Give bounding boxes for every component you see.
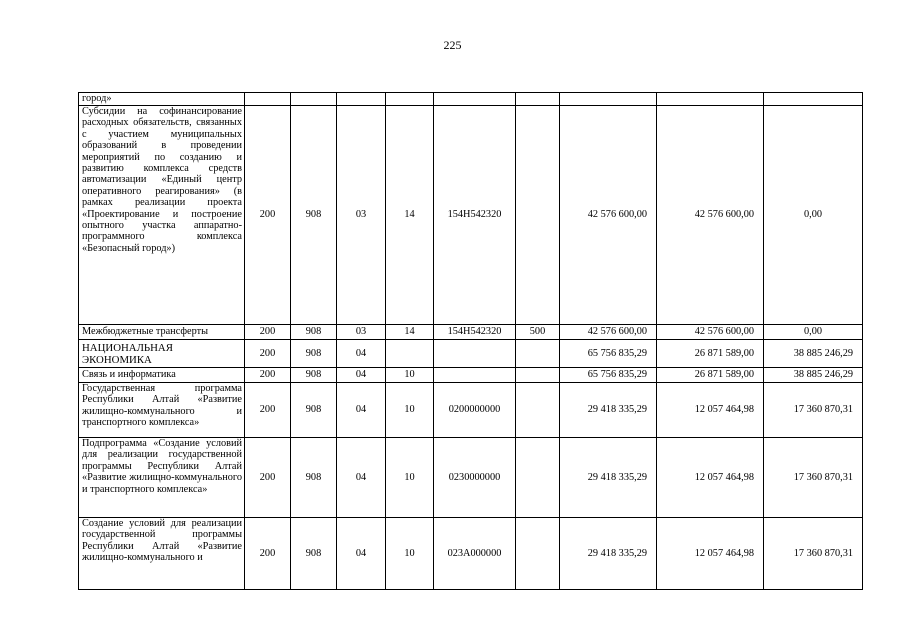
- cell-sum3: 17 360 870,31: [764, 518, 863, 590]
- cell-sum1: 29 418 335,29: [560, 383, 657, 438]
- cell-c6: [516, 518, 560, 590]
- cell-c6: [516, 383, 560, 438]
- cell-c6: [516, 106, 560, 325]
- cell-c3: [337, 93, 386, 106]
- row-name: Государственная программа Республики Алтай «Развитие жилищно-коммунального и транспортного комплекса»: [79, 383, 245, 438]
- cell-c6: [516, 438, 560, 518]
- cell-c3: 04: [337, 368, 386, 383]
- cell-c5: [434, 368, 516, 383]
- cell-sum2: 42 576 600,00: [657, 325, 764, 340]
- cell-c6: [516, 93, 560, 106]
- cell-c4: 10: [386, 518, 434, 590]
- cell-sum1: 29 418 335,29: [560, 438, 657, 518]
- cell-c5: [434, 93, 516, 106]
- cell-c4: [386, 340, 434, 368]
- cell-c3: 04: [337, 518, 386, 590]
- cell-c5: 154H542320: [434, 106, 516, 325]
- cell-c3: 03: [337, 325, 386, 340]
- cell-c4: 10: [386, 438, 434, 518]
- cell-sum2: 12 057 464,98: [657, 438, 764, 518]
- cell-sum2: 26 871 589,00: [657, 368, 764, 383]
- table-row: [79, 518, 863, 590]
- cell-sum2: 42 576 600,00: [657, 106, 764, 325]
- cell-sum3: 0,00: [764, 106, 863, 325]
- cell-sum3: 17 360 870,31: [764, 438, 863, 518]
- cell-c6: 500: [516, 325, 560, 340]
- table-row: [79, 368, 863, 383]
- cell-c5: 0200000000: [434, 383, 516, 438]
- page-number: 225: [443, 38, 462, 52]
- table-row: [79, 438, 863, 518]
- cell-c2: [291, 93, 337, 106]
- cell-c4: 10: [386, 368, 434, 383]
- cell-c4: [386, 93, 434, 106]
- cell-c1: 200: [245, 383, 291, 438]
- table-row: [79, 383, 863, 438]
- cell-c4: 10: [386, 383, 434, 438]
- budget-table: [78, 92, 863, 590]
- cell-c2: 908: [291, 325, 337, 340]
- cell-c1: 200: [245, 368, 291, 383]
- cell-c5: 154H542320: [434, 325, 516, 340]
- cell-sum1: 42 576 600,00: [560, 106, 657, 325]
- cell-sum2: [657, 93, 764, 106]
- row-name: Подпрограмма «Создание условий для реализации государственной программы Республики Алтай «Развитие жилищно-коммунального и транспортного комплекса»: [79, 438, 245, 518]
- cell-c6: [516, 340, 560, 368]
- cell-c1: 200: [245, 106, 291, 325]
- cell-sum2: 26 871 589,00: [657, 340, 764, 368]
- cell-c2: 908: [291, 438, 337, 518]
- cell-sum3: 0,00: [764, 325, 863, 340]
- row-name: Субсидии на софинансирование расходных обязательств, связанных с участием муниципальных образований в проведении мероприятий по созданию и развитию комплекса средств автоматизации «Единый центр оперативного реагирования» (в рамках реализации проекта «Проектирование и построение опытного участка аппаратно-программного комплекса «Безопасный город»): [79, 106, 245, 325]
- table-row: [79, 325, 863, 340]
- table-row: [79, 93, 863, 106]
- row-name: Создание условий для реализации государственной программы Республики Алтай «Развитие жилищно-коммунального и: [79, 518, 245, 590]
- cell-c1: 200: [245, 340, 291, 368]
- cell-sum1: 29 418 335,29: [560, 518, 657, 590]
- cell-c5: 0230000000: [434, 438, 516, 518]
- cell-sum3: 17 360 870,31: [764, 383, 863, 438]
- cell-c1: 200: [245, 325, 291, 340]
- cell-sum1: 65 756 835,29: [560, 340, 657, 368]
- cell-c4: 14: [386, 106, 434, 325]
- table-row: [79, 340, 863, 368]
- cell-c2: 908: [291, 368, 337, 383]
- cell-c1: [245, 93, 291, 106]
- cell-sum3: 38 885 246,29: [764, 368, 863, 383]
- cell-c1: 200: [245, 438, 291, 518]
- row-name: Связь и информатика: [79, 368, 245, 383]
- cell-c5: 023A000000: [434, 518, 516, 590]
- cell-sum1: [560, 93, 657, 106]
- cell-c5: [434, 340, 516, 368]
- row-name: город»: [79, 93, 245, 106]
- cell-sum3: [764, 93, 863, 106]
- row-name: НАЦИОНАЛЬНАЯ ЭКОНОМИКА: [79, 340, 245, 368]
- cell-c2: 908: [291, 106, 337, 325]
- row-name: Межбюджетные трансферты: [79, 325, 245, 340]
- cell-sum3: 38 885 246,29: [764, 340, 863, 368]
- cell-c4: 14: [386, 325, 434, 340]
- table-row: [79, 106, 863, 325]
- cell-sum2: 12 057 464,98: [657, 383, 764, 438]
- cell-sum1: 42 576 600,00: [560, 325, 657, 340]
- cell-c6: [516, 368, 560, 383]
- cell-c3: 03: [337, 106, 386, 325]
- cell-c1: 200: [245, 518, 291, 590]
- cell-c3: 04: [337, 383, 386, 438]
- cell-sum1: 65 756 835,29: [560, 368, 657, 383]
- cell-c2: 908: [291, 340, 337, 368]
- cell-sum2: 12 057 464,98: [657, 518, 764, 590]
- cell-c2: 908: [291, 383, 337, 438]
- cell-c3: 04: [337, 340, 386, 368]
- cell-c2: 908: [291, 518, 337, 590]
- cell-c3: 04: [337, 438, 386, 518]
